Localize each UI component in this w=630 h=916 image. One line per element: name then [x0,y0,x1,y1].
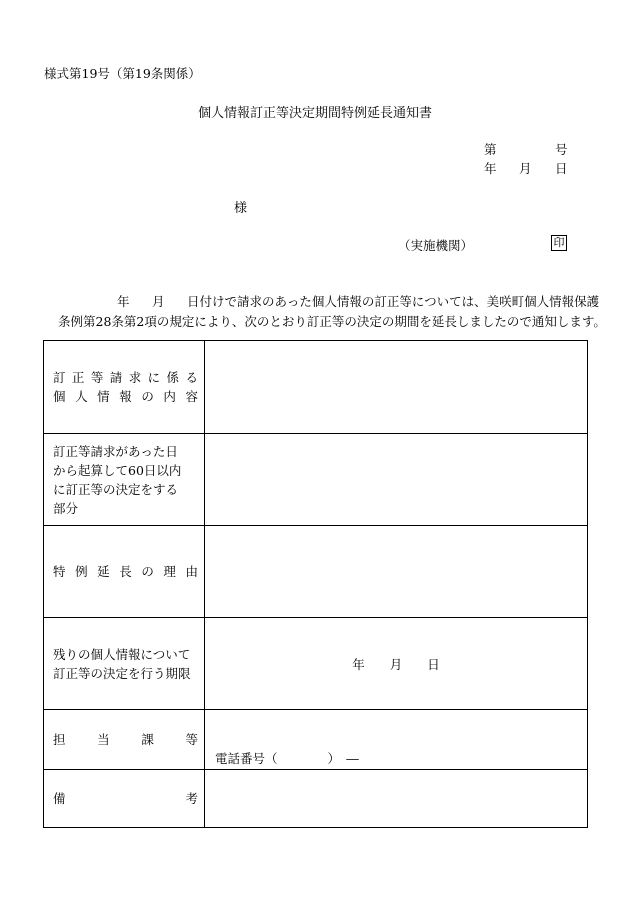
phone-number-label: 電話番号（ ） ― [215,751,359,766]
date-year-label: 年 [484,161,497,176]
table-row [44,341,588,434]
table-row [44,526,588,618]
extension-reason-field[interactable] [205,526,588,618]
table-row [44,710,588,770]
date-day-label: 日 [555,161,568,176]
label-line: 訂正等の決定を行う期限 [53,665,191,681]
issuer-label: （実施機関） [398,238,474,253]
label-line: から起算して60日以内 [53,462,182,478]
extension-detail-table [43,340,588,828]
label-line: 残りの個人情報について [53,646,191,662]
row-label-remarks [44,770,205,828]
row-label-request-content [44,341,205,434]
remarks-field[interactable] [205,770,588,828]
doc-number-suffix: 号 [555,142,568,157]
addressee-suffix: 様 [234,201,248,216]
body-line2: 条例第28条第2項の規定により、次のとおり訂正等の決定の期間を延長しましたので通知します。 [58,314,606,329]
page-title: 個人情報訂正等決定期間特例延長通知書 [197,106,432,121]
body-month-label: 月 [152,294,165,309]
part-within-60-days-field[interactable] [205,434,588,526]
body-line1: 日付けで請求のあった個人情報の訂正等については、美咲町個人情報保護 [187,294,600,309]
label-line: 備 考 [53,791,198,806]
label-line: 訂正等請求があった日 [53,443,178,459]
label-line: に訂正等の決定をする [53,481,179,497]
date-month-label: 月 [519,161,532,176]
label-line: 特 例 延 長 の 理 由 [53,564,198,579]
form-number: 様式第19号（第19条関係） [44,66,201,81]
department-field[interactable] [205,710,588,770]
doc-number-prefix: 第 [484,142,497,157]
row-label-deadline [44,618,205,710]
seal-mark: 印 [551,235,567,251]
label-line: 個 人 情 報 の 内 容 [53,389,198,404]
deadline-date-field[interactable]: 年 月 日 [205,618,588,710]
table-row [44,434,588,526]
body-year-label: 年 [117,294,130,309]
table-row [44,618,588,710]
label-line: 部分 [53,500,79,516]
row-label-part-within-60-days [44,434,205,526]
table-row [44,770,588,828]
row-label-extension-reason [44,526,205,618]
row-label-department [44,710,205,770]
request-content-field[interactable] [205,341,588,434]
label-line: 訂 正 等 請 求 に 係 る [53,370,198,385]
label-line: 担 当 課 等 [53,732,198,747]
